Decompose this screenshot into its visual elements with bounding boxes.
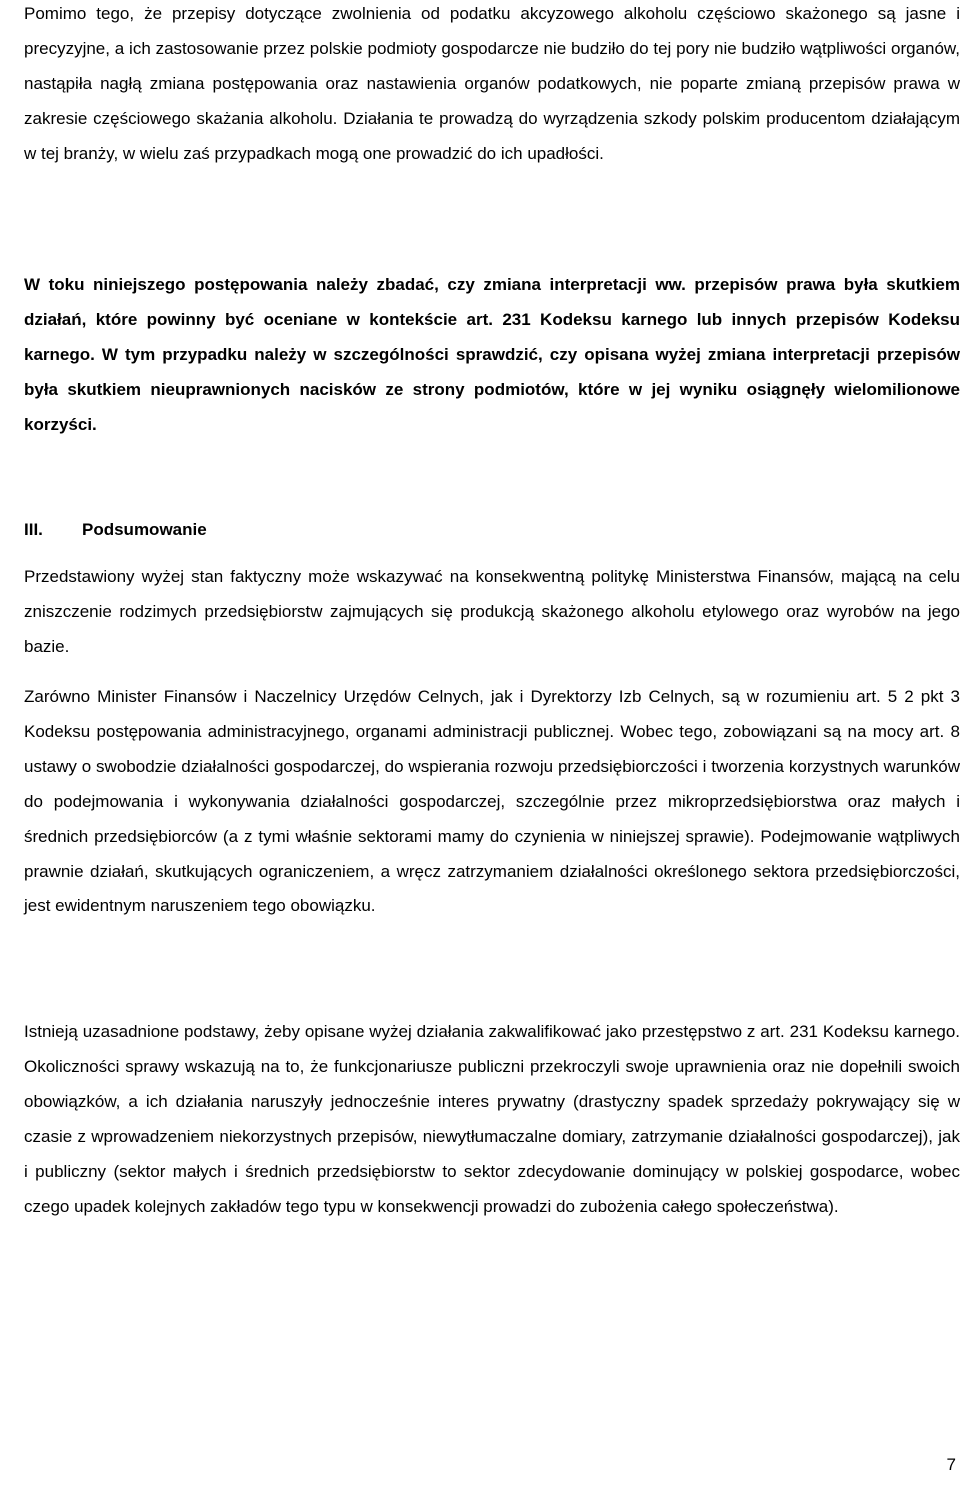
paragraph-public-administration: Zarówno Minister Finansów i Naczelnicy Urzędów Celnych, jak i Dyrektorzy Izb Celnych, są w rozumieniu art. 5 2 pkt 3 Kodeksu postępowania administracyjnego, organami administracji publicznej. Wobec tego, zobowiązani są na mocy art. 8 ustawy o swobodzie działalności gospodarczej, do wspierania rozwoju przedsiębiorczości i tworzenia korzystnych warunków do podejmowania i wykonywania działalności gospodarczej, szczególnie przez mikroprzedsiębiorstwa oraz małych i średnich przedsiębiorców (a z tymi właśnie sektorami mamy do czynienia w niniejszej sprawie). Podejmowanie wątpliwych prawnie działań, skutkujących ograniczeniem, a wręcz zatrzymaniem działalności określonego sektora przedsiębiorczości, jest ewidentnym naruszeniem tego obowiązku. — [24, 687, 960, 916]
section-number: III. — [24, 520, 43, 539]
page-number: 7 — [946, 1455, 956, 1474]
paragraph-ministry-policy: Przedstawiony wyżej stan faktyczny może wskazywać na konsekwentną politykę Ministerstwa Finansów, mającą na celu zniszczenie rodzimych przedsiębiorstw zajmujących się produkcją skażonego alkoholu etylowego oraz wyrobów na jego bazie. — [24, 567, 960, 656]
paragraph-criminal-qualification: Istnieją uzasadnione podstawy, żeby opisane wyżej działania zakwalifikować jako przestępstwo z art. 231 Kodeksu karnego. Okoliczności sprawy wskazują na to, że funkcjonariusze publiczni przekroczyli swoje uprawnienia oraz nie dopełnili swoich obowiązków, a ich działania naruszyły jednocześnie interes prywatny (drastyczny spadek sprzedaży pokrywający się w czasie z wprowadzeniem niekorzystnych przepisów, niewytłumaczalne domiary, zatrzymanie działalności gospodarczej), jak i publiczny (sektor małych i średnich przedsiębiorstw to sektor zdecydowanie dominujący w polskiej gospodarce, wobec czego upadek kolejnych zakładów tego typu w konsekwencji prowadzi do zubożenia całego społeczeństwa). — [24, 1022, 960, 1216]
section-heading — [24, 513, 207, 547]
paragraph-investigation-scope: W toku niniejszego postępowania należy zbadać, czy zmiana interpretacji ww. przepisów prawa była skutkiem działań, które powinny być oceniane w kontekście art. 231 Kodeksu karnego lub innych przepisów Kodeksu karnego. W tym przypadku należy w szczególności sprawdzić, czy opisana wyżej zmiana interpretacji przepisów była skutkiem nieuprawnionych nacisków ze strony podmiotów, które w jej wyniku osiągnęły wielomilionowe korzyści. — [24, 275, 960, 434]
section-title: Podsumowanie — [82, 520, 207, 539]
paragraph-excise-exemption: Pomimo tego, że przepisy dotyczące zwolnienia od podatku akcyzowego alkoholu częściowo skażonego są jasne i precyzyjne, a ich zastosowanie przez polskie podmioty gospodarcze nie budziło do tej pory nie budziło wątpliwości organów, nastąpiła nagłą zmiana postępowania oraz nastawienia organów podatkowych, nie poparte zmianą przepisów prawa w zakresie częściowego skażania alkoholu. Działania te prowadzą do wyrządzenia szkody polskim producentom działającym w tej branży, w wielu zaś przypadkach mogą one prowadzić do ich upadłości. — [24, 4, 960, 163]
